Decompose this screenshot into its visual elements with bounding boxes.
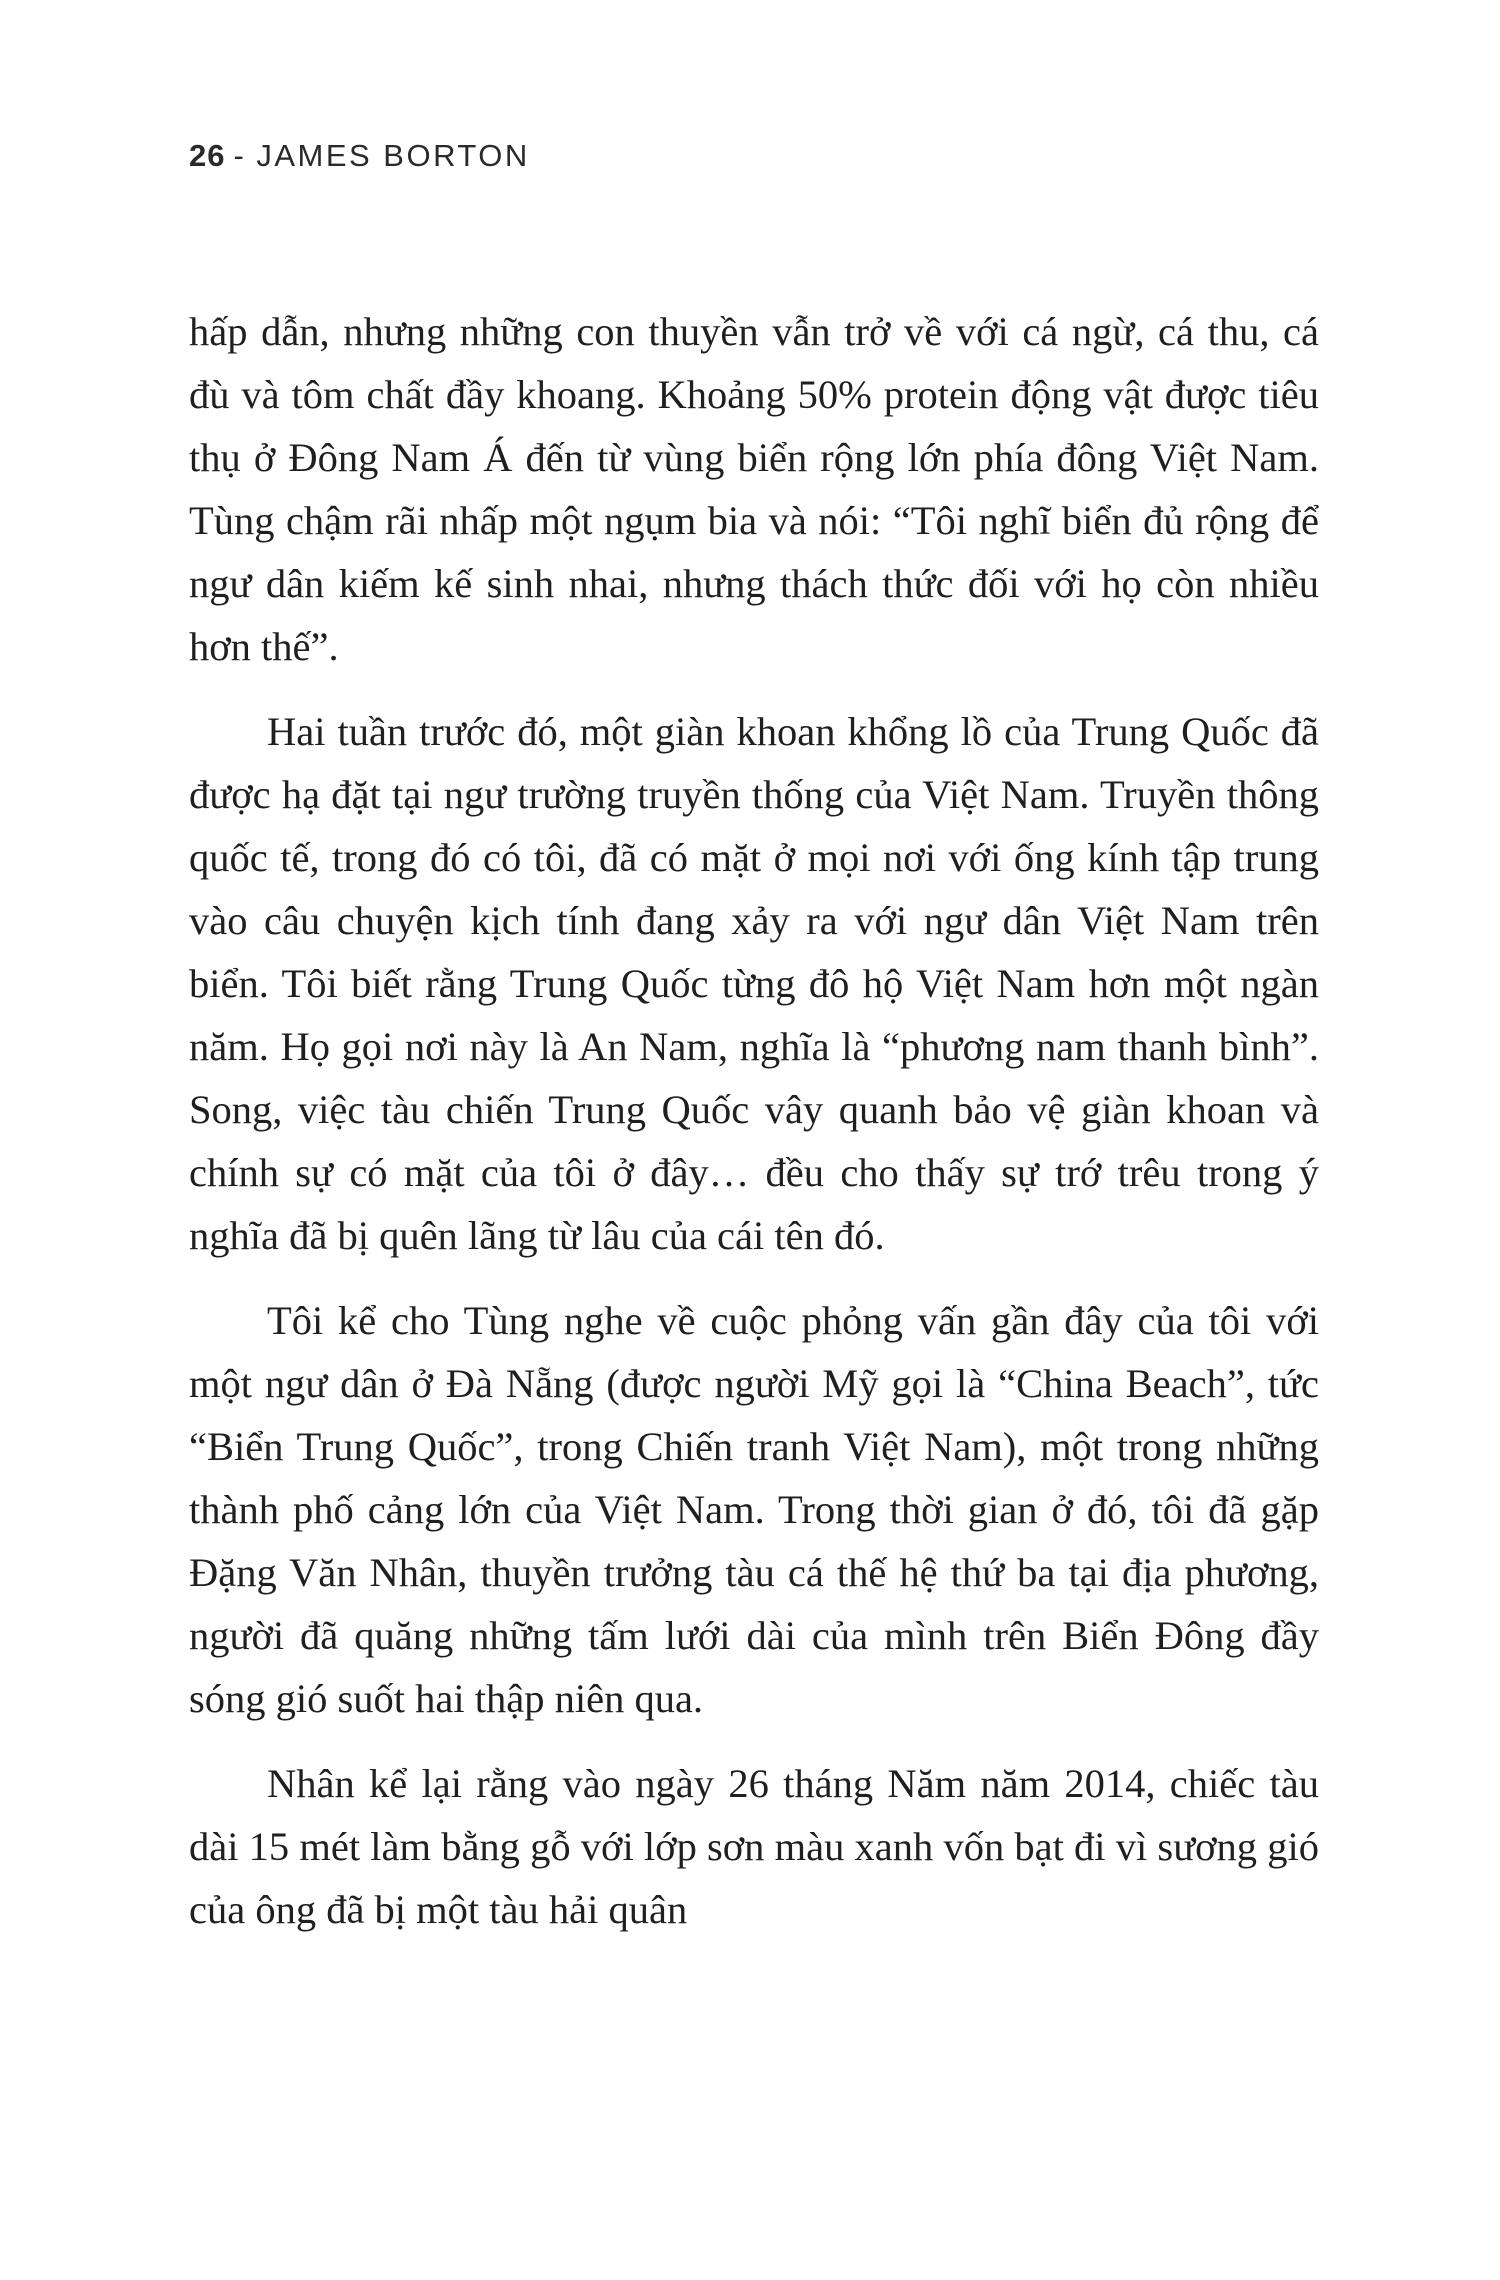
running-header <box>189 138 530 174</box>
page-number: 26 <box>189 138 226 173</box>
body-text <box>189 300 1319 1941</box>
paragraph-4: Nhân kể lại rằng vào ngày 26 tháng Năm năm 2014, chiếc tàu dài 15 mét làm bằng gỗ với lớp sơn màu xanh vốn bạt đi vì sương gió của ông đã bị một tàu hải quân <box>189 1761 1319 1932</box>
header-separator: - <box>233 138 247 173</box>
paragraph-3: Tôi kể cho Tùng nghe về cuộc phỏng vấn gần đây của tôi với một ngư dân ở Đà Nẵng (được người Mỹ gọi là “China Beach”, tức “Biển Trung Quốc”, trong Chiến tranh Việt Nam), một trong những thành phố cảng lớn của Việt Nam. Trong thời gian ở đó, tôi đã gặp Đặng Văn Nhân, thuyền trưởng tàu cá thế hệ thứ ba tại địa phương, người đã quăng những tấm lưới dài của mình trên Biển Đông đầy sóng gió suốt hai thập niên qua. <box>189 1298 1319 1721</box>
paragraph-2: Hai tuần trước đó, một giàn khoan khổng lồ của Trung Quốc đã được hạ đặt tại ngư trường truyền thống của Việt Nam. Truyền thông quốc tế, trong đó có tôi, đã có mặt ở mọi nơi với ống kính tập trung vào câu chuyện kịch tính đang xảy ra với ngư dân Việt Nam trên biển. Tôi biết rằng Trung Quốc từng đô hộ Việt Nam hơn một ngàn năm. Họ gọi nơi này là An Nam, nghĩa là “phương nam thanh bình”. Song, việc tàu chiến Trung Quốc vây quanh bảo vệ giàn khoan và chính sự có mặt của tôi ở đây… đều cho thấy sự trớ trêu trong ý nghĩa đã bị quên lãng từ lâu của cái tên đó. <box>189 709 1319 1258</box>
author-name: JAMES BORTON <box>256 138 530 173</box>
paragraph-1: hấp dẫn, nhưng những con thuyền vẫn trở về với cá ngừ, cá thu, cá đù và tôm chất đầy khoang. Khoảng 50% protein động vật được tiêu thụ ở Đông Nam Á đến từ vùng biển rộng lớn phía đông Việt Nam. Tùng chậm rãi nhấp một ngụm bia và nói: “Tôi nghĩ biển đủ rộng để ngư dân kiếm kế sinh nhai, nhưng thách thức đối với họ còn nhiều hơn thế”. <box>189 309 1319 669</box>
